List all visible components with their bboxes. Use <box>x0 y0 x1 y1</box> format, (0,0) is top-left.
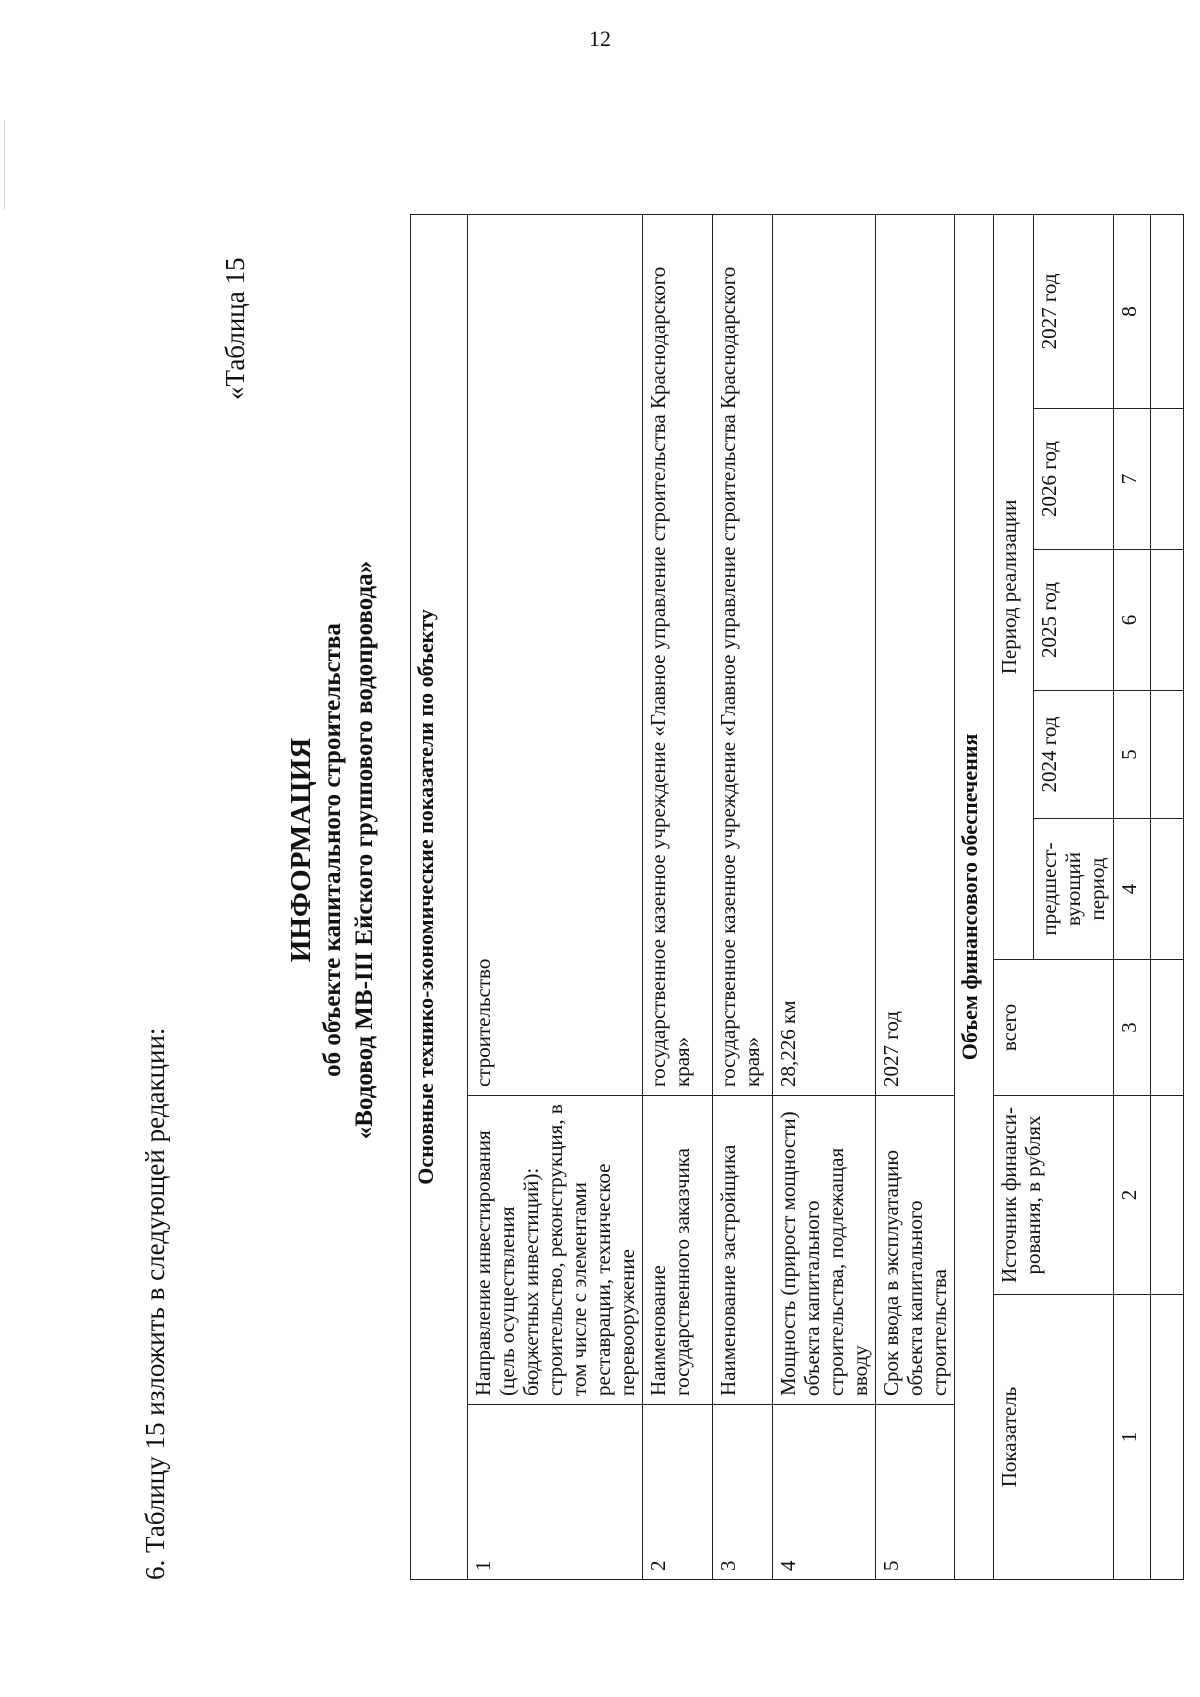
col-index: 7 <box>1114 409 1151 550</box>
rotated-page-content <box>0 180 1200 1640</box>
row-value: 2027 год <box>876 214 955 1095</box>
empty-cell <box>1151 819 1184 960</box>
col-index: 4 <box>1114 819 1151 960</box>
row-number: 3 <box>713 1405 773 1580</box>
row-number: 4 <box>773 1405 876 1580</box>
row-label: Наименование застройщика <box>713 1096 773 1405</box>
col-index: 2 <box>1114 1096 1151 1295</box>
table-row <box>773 214 876 1579</box>
header-total: всего <box>994 960 1114 1096</box>
empty-cell <box>1151 409 1184 550</box>
header-prev-period: предшест-вующий период <box>1034 819 1114 960</box>
table-row <box>876 214 955 1579</box>
row-label: Направление инвестирования (цель осуществления бюджетных инвестиций): строительство, реконструкция, в том числе с элементами реставрации, техническое перевооружение <box>468 1096 643 1405</box>
row-number: 5 <box>876 1405 955 1580</box>
header-2027: 2027 год <box>1034 214 1114 408</box>
header-period: Период реализации <box>994 214 1034 959</box>
empty-cell <box>1151 1295 1184 1580</box>
empty-cell <box>1151 960 1184 1096</box>
header-source: Источник финанси-рования, в рублях <box>994 1096 1114 1295</box>
row-label: Мощность (прирост мощности) объекта капитального строительства, подлежащая вводу <box>773 1096 876 1405</box>
col-index: 8 <box>1114 214 1151 408</box>
row-value: строительство <box>468 214 643 1095</box>
table-label: «Таблица 15 <box>220 257 250 400</box>
title-line-3: «Водовод МВ-III Ейского группового водопровода» <box>351 560 378 1140</box>
column-index-row <box>1114 214 1151 1579</box>
row-label: Срок ввода в эксплуатацию объекта капитального строительства <box>876 1096 955 1405</box>
info-table <box>410 214 1184 1580</box>
row-value: государственное казенное учреждение «Главное управление строительства Краснодарского края» <box>713 214 773 1095</box>
row-number: 1 <box>468 1405 643 1580</box>
empty-cell <box>1151 691 1184 819</box>
row-label: Наименование государственного заказчика <box>643 1096 713 1405</box>
header-indicator: Показатель <box>994 1295 1114 1580</box>
col-index: 3 <box>1114 960 1151 1096</box>
section-fin-title: Объем финансового обеспечения <box>955 214 994 1579</box>
page-number: 12 <box>589 26 611 51</box>
section-header-main <box>411 214 468 1579</box>
row-number: 2 <box>643 1405 713 1580</box>
table-row <box>643 214 713 1579</box>
title-line-1: ИНФОРМАЦИЯ <box>285 737 317 963</box>
row-value: 28,226 км <box>773 214 876 1095</box>
document-title <box>285 500 381 1200</box>
section-main-title: Основные технико-экономические показатели по объекту <box>411 214 468 1579</box>
title-line-2: об объекте капитального строительства <box>319 623 346 1077</box>
row-value: государственное казенное учреждение «Главное управление строительства Краснодарского края» <box>643 214 713 1095</box>
header-2025: 2025 год <box>1034 550 1114 691</box>
fin-header-row-1 <box>994 214 1034 1579</box>
section-header-fin <box>955 214 994 1579</box>
empty-cell <box>1151 214 1184 408</box>
header-2024: 2024 год <box>1034 691 1114 819</box>
col-index: 5 <box>1114 691 1151 819</box>
col-index: 1 <box>1114 1295 1151 1580</box>
intro-text: 6. Таблицу 15 изложить в следующей редакции: <box>140 1027 170 1580</box>
empty-cell <box>1151 550 1184 691</box>
empty-cell <box>1151 1096 1184 1295</box>
header-2026: 2026 год <box>1034 409 1114 550</box>
table-row <box>468 214 643 1579</box>
col-index: 6 <box>1114 550 1151 691</box>
table-row <box>713 214 773 1579</box>
table-row-empty <box>1151 214 1184 1579</box>
